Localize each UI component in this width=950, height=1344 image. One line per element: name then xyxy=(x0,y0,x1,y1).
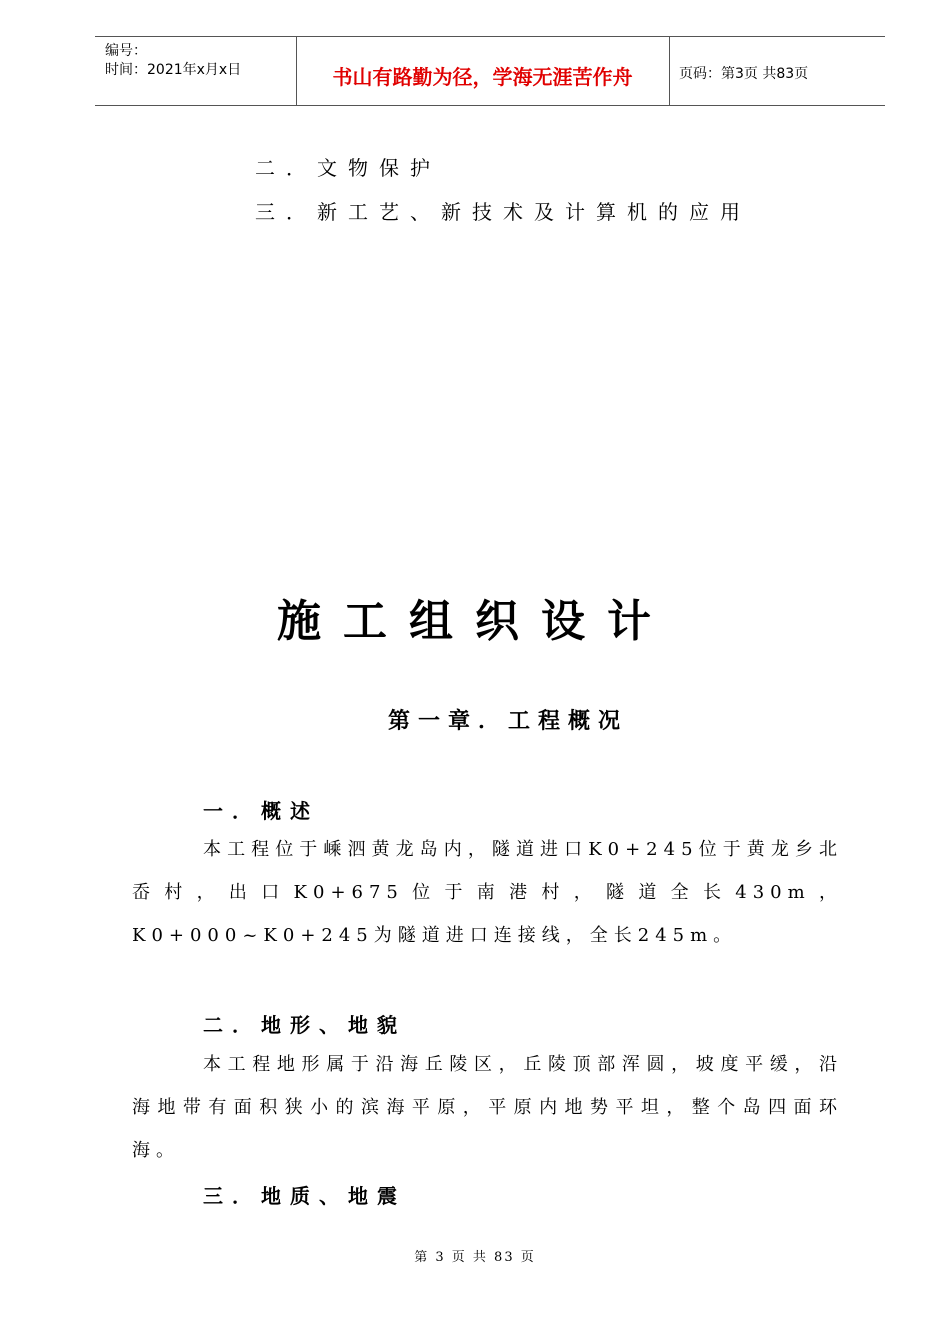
section-heading-terrain: 二．地形、地貌 xyxy=(203,1013,406,1037)
header-page-cell xyxy=(669,37,885,105)
toc-item-heritage: 二．文物保护 xyxy=(255,156,441,180)
section-heading-geology: 三．地质、地震 xyxy=(203,1184,406,1208)
section-body-terrain: 本工程地形属于沿海丘陵区，丘陵顶部浑圆，坡度平缓，沿海地带有面积狭小的滨海平原，平原内地势平坦，整个岛四面环海。 xyxy=(132,1054,843,1161)
motto-text: 书山有路勤为径，学海无涯苦作舟 xyxy=(332,65,633,89)
document-title: 施工组织设计 xyxy=(277,596,673,647)
page-info: 页码：第3页 共83页 xyxy=(679,66,809,82)
page-footer: 第 3 页 共 83 页 xyxy=(414,1250,536,1265)
section-body-overview: 本工程位于嵊泗黄龙岛内，隧道进口K0+245位于黄龙乡北岙村，出口K0+675位于南港村，隧道全长430m，K0+000~K0+245为隧道进口连接线，全长245m。 xyxy=(132,839,843,946)
time-label: 时间：2021年x月x日 xyxy=(105,62,242,78)
page-header xyxy=(95,36,885,106)
section-heading-overview: 一．概述 xyxy=(203,799,319,823)
header-meta-cell xyxy=(95,37,297,105)
code-label: 编号： xyxy=(105,43,147,59)
toc-item-technology: 三．新工艺、新技术及计算机的应用 xyxy=(255,200,751,224)
chapter-heading: 第一章．工程概况 xyxy=(388,708,629,734)
header-motto-cell xyxy=(296,37,670,105)
